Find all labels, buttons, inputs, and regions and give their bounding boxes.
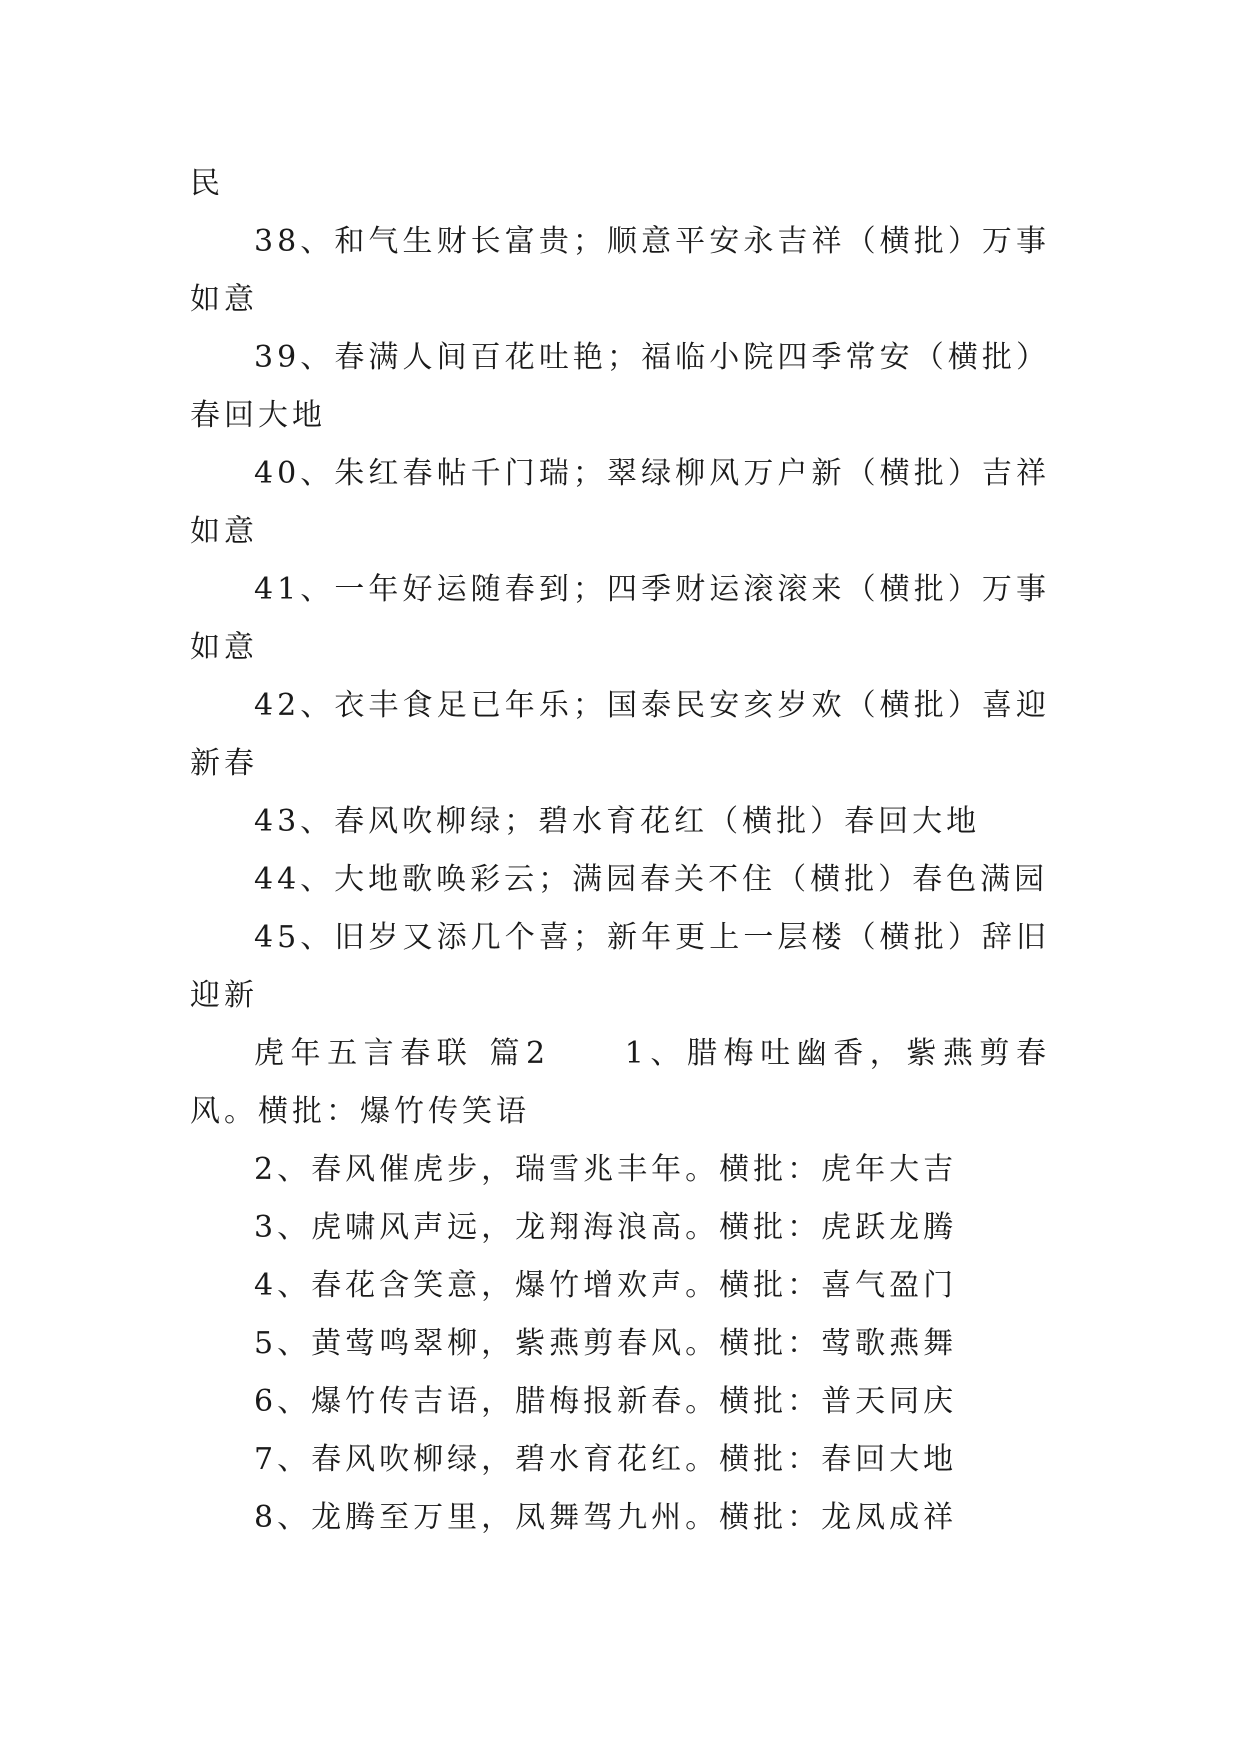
paragraph: 41、一年好运随春到；四季财运滚滚来（横批）万事如意 [190, 572, 1050, 665]
paragraph: 6、爆竹传吉语，腊梅报新春。横批：普天同庆 [254, 1384, 958, 1419]
paragraph: 民 [190, 166, 224, 201]
paragraph: 45、旧岁又添几个喜；新年更上一层楼（横批）辞旧迎新 [190, 920, 1050, 1013]
paragraph: 39、春满人间百花吐艳；福临小院四季常安（横批）春回大地 [190, 340, 1050, 433]
paragraph: 3、虎啸风声远，龙翔海浪高。横批：虎跃龙腾 [254, 1210, 958, 1245]
paragraph: 42、衣丰食足已年乐；国泰民安亥岁欢（横批）喜迎新春 [190, 688, 1050, 781]
paragraph: 43、春风吹柳绿；碧水育花红（横批）春回大地 [254, 804, 981, 839]
paragraph: 40、朱红春帖千门瑞；翠绿柳风万户新（横批）吉祥如意 [190, 456, 1050, 549]
document-body [190, 155, 1050, 1547]
paragraph: 38、和气生财长富贵；顺意平安永吉祥（横批）万事如意 [190, 224, 1050, 317]
paragraph: 7、春风吹柳绿，碧水育花红。横批：春回大地 [254, 1442, 958, 1477]
paragraph: 4、春花含笑意，爆竹增欢声。横批：喜气盈门 [254, 1268, 958, 1303]
paragraph: 8、龙腾至万里，凤舞驾九州。横批：龙凤成祥 [254, 1500, 958, 1535]
paragraph: 5、黄莺鸣翠柳，紫燕剪春风。横批：莺歌燕舞 [254, 1326, 958, 1361]
section-heading-paragraph: 虎年五言春联 篇2 1、腊梅吐幽香，紫燕剪春风。横批：爆竹传笑语 [190, 1036, 1050, 1129]
paragraph: 2、春风催虎步，瑞雪兆丰年。横批：虎年大吉 [254, 1152, 958, 1187]
paragraph: 44、大地歌唤彩云；满园春关不住（横批）春色满园 [254, 862, 1049, 897]
